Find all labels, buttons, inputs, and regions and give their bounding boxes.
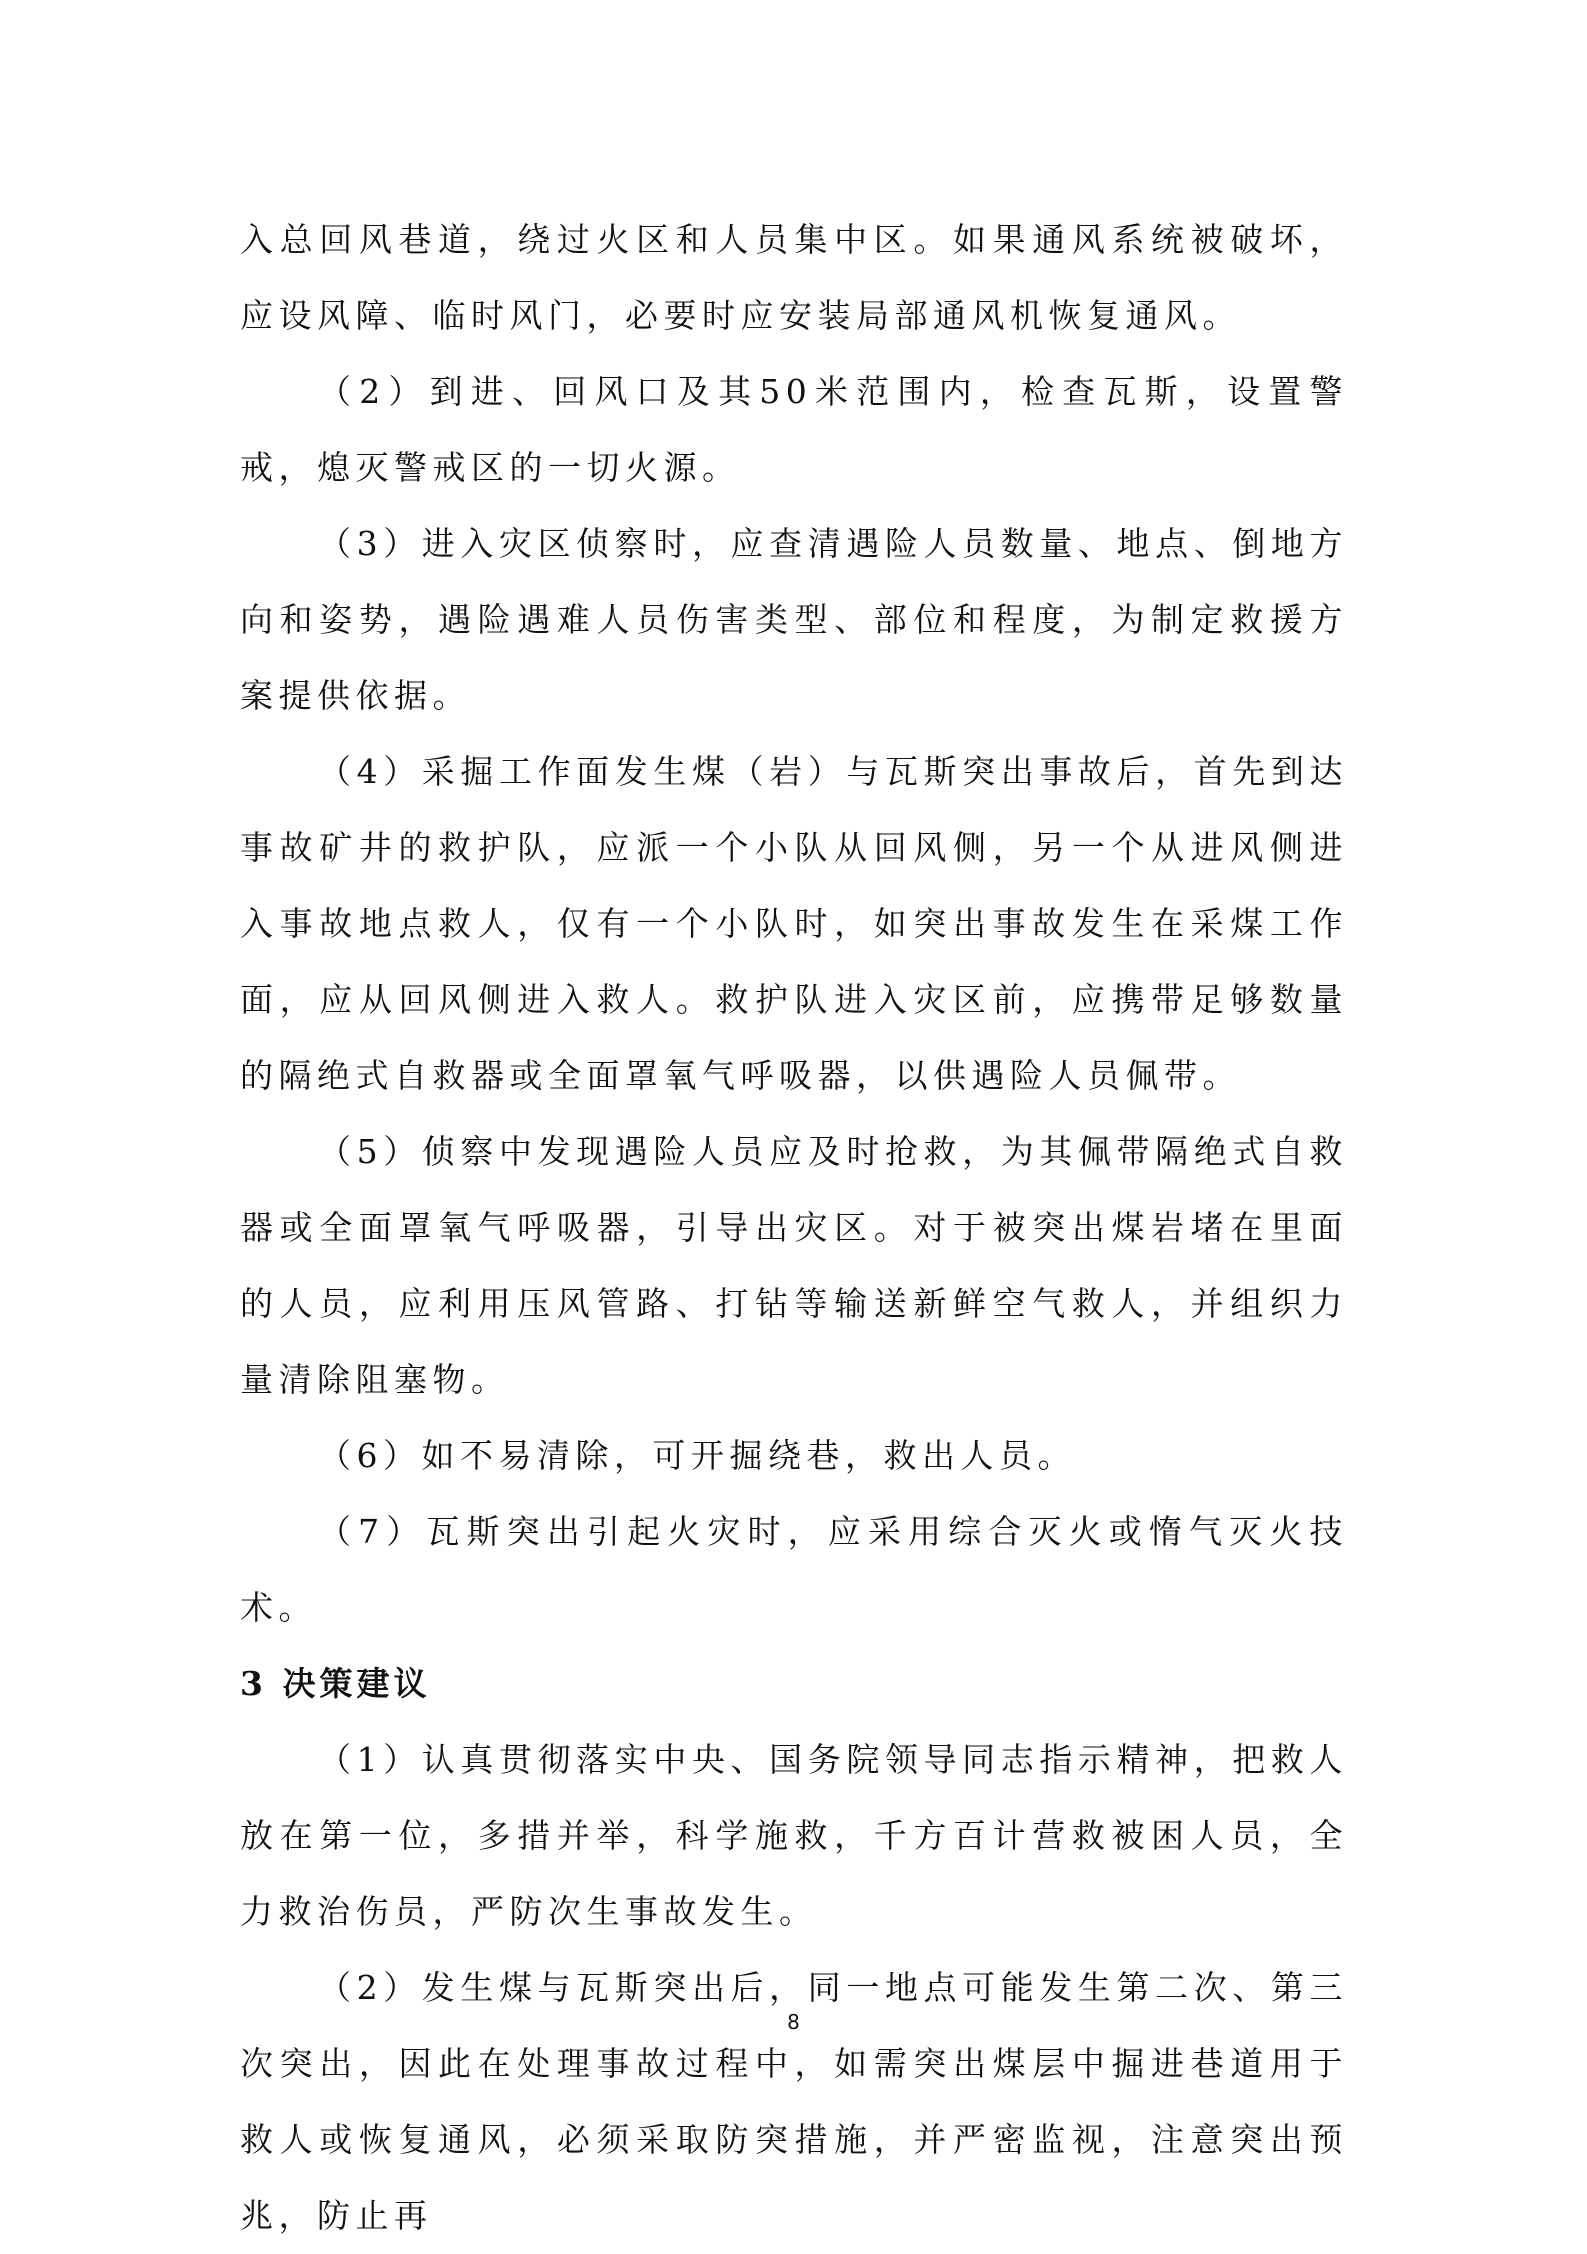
paragraph-item-4: （4）采掘工作面发生煤（岩）与瓦斯突出事故后，首先到达事故矿井的救护队，应派一个小队从回风侧，另一个从进风侧进入事故地点救人，仅有一个小队时，如突出事故发生在采煤工作面，应从回风侧进入救人。救护队进入灾区前，应携带足够数量的隔绝式自救器或全面罩氧气呼吸器，以供遇险人员佩带。: [240, 752, 1348, 1095]
paragraph-item-5: （5）侦察中发现遇险人员应及时抢救，为其佩带隔绝式自救器或全面罩氧气呼吸器，引导出灾区。对于被突出煤岩堵在里面的人员，应利用压风管路、打钻等输送新鲜空气救人，并组织力量清除阻塞物。: [240, 1132, 1348, 1399]
section-heading: 3 决策建议: [240, 1664, 431, 1703]
paragraph-continuation: 入总回风巷道，绕过火区和人员集中区。如果通风系统被破坏，应设风障、临时风门，必要时应安装局部通风机恢复通风。: [240, 220, 1348, 335]
paragraph-item-7: （7）瓦斯突出引起火灾时，应采用综合灭火或惰气灭火技术。: [240, 1512, 1348, 1627]
page-number: 8: [787, 2010, 800, 2034]
recommendation-item-1: （1）认真贯彻落实中央、国务院领导同志指示精神，把救人放在第一位，多措并举，科学施救，千方百计营救被困人员，全力救治伤员，严防次生事故发生。: [240, 1740, 1348, 1931]
paragraph-item-2: （2）到进、回风口及其50米范围内，检查瓦斯，设置警戒，熄灭警戒区的一切火源。: [240, 372, 1348, 487]
paragraph-item-3: （3）进入灾区侦察时，应查清遇险人员数量、地点、倒地方向和姿势，遇险遇难人员伤害类型、部位和程度，为制定救援方案提供依据。: [240, 524, 1348, 715]
recommendation-item-2: （2）发生煤与瓦斯突出后，同一地点可能发生第二次、第三次突出，因此在处理事故过程中，如需突出煤层中掘进巷道用于救人或恢复通风，必须采取防突措施，并严密监视，注意突出预兆，防止再: [240, 1968, 1348, 2235]
paragraph-item-6: （6）如不易清除，可开掘绕巷，救出人员。: [318, 1436, 1076, 1475]
document-body: [240, 202, 1348, 2254]
